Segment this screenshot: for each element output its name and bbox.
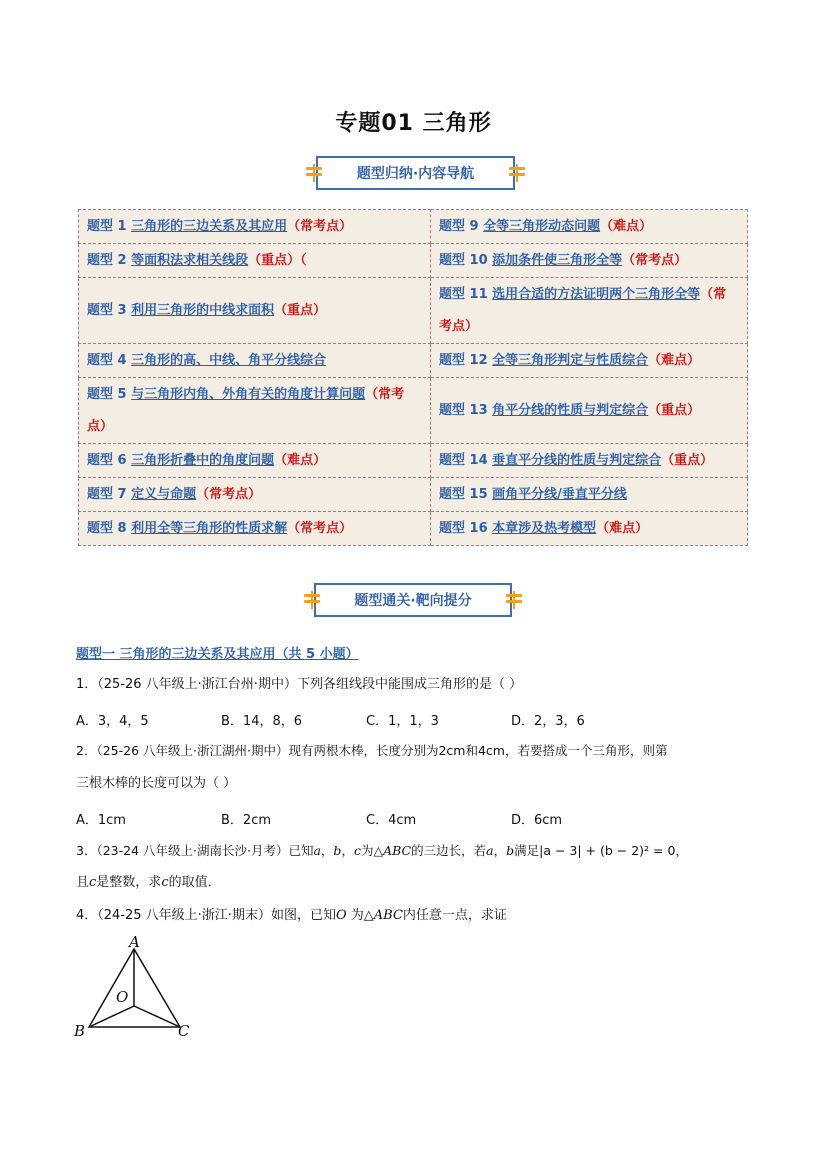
topic-label: 题型 7 — [87, 486, 132, 502]
q3-var-c: c — [161, 875, 169, 890]
topic-label: 题型 11 — [439, 286, 493, 302]
topic-link[interactable]: 利用三角形的中线求面积 — [131, 302, 275, 318]
topic-label: 题型 12 — [439, 352, 493, 368]
q3-text: 为△ — [360, 843, 384, 858]
topic-label: 题型 10 — [439, 252, 493, 268]
question-3-line-2 — [76, 874, 221, 892]
topic-link[interactable]: 三角形的三边关系及其应用 — [131, 218, 288, 234]
topic-tag: （重点） — [661, 452, 714, 468]
q3-sep: ， — [341, 843, 354, 858]
topic-tag: （常考点） — [439, 286, 727, 334]
q3-var-a: a — [313, 843, 321, 858]
topic-link[interactable]: 与三角形内角、外角有关的角度计算问题 — [131, 386, 366, 402]
topic-label: 题型 8 — [87, 520, 132, 536]
topic-label: 题型 2 — [87, 252, 132, 268]
banner-label: 题型归纳·内容导航 — [356, 166, 475, 182]
option-c: C．1，1，3 — [366, 714, 439, 729]
question-4 — [76, 907, 507, 925]
topic-link[interactable]: 本章涉及热考模型 — [492, 520, 597, 536]
topic-label: 题型 6 — [87, 452, 132, 468]
topic-link[interactable]: 全等三角形动态问题 — [483, 218, 601, 234]
topic-navigation-table — [78, 209, 748, 546]
topic-tag: （重点） — [648, 402, 701, 418]
q3-text: 是整数，求 — [96, 875, 162, 890]
q4-triangle: ABC — [373, 908, 403, 923]
question-3-line-1 — [76, 842, 688, 860]
option-d: D．6cm — [511, 813, 563, 828]
option-c: C．4cm — [366, 813, 417, 828]
topic-label: 题型 5 — [87, 386, 132, 402]
q4-text: 4．（24-25 八年级上·浙江·期末）如图，已知 — [76, 908, 336, 923]
q3-sep: ， — [493, 843, 507, 858]
topic-link[interactable]: 利用全等三角形的性质求解 — [131, 520, 288, 536]
topic-link[interactable]: 全等三角形判定与性质综合 — [492, 352, 649, 368]
topic-label: 题型 14 — [439, 452, 493, 468]
triangle-figure — [70, 932, 200, 1042]
option-a: A．3，4，5 — [76, 714, 149, 729]
q3-var-c: c — [353, 843, 361, 858]
topic-link[interactable]: 选用合适的方法证明两个三角形全等 — [492, 286, 701, 302]
topic-label: 题型 1 — [87, 218, 132, 234]
topic-label: 题型 4 — [87, 352, 132, 368]
question-2-options — [76, 809, 656, 828]
q3-text: 的三边长，若 — [411, 843, 487, 858]
topic-link[interactable]: 定义与命题 — [131, 486, 197, 502]
section-banner-navigation — [316, 156, 515, 190]
q3-text: 3．（23-24 八年级上·湖南长沙·月考）已知 — [76, 843, 314, 858]
banner-label: 题型通关·靶向提分 — [354, 593, 472, 609]
q3-equation: 满足|a − 3| + (b − 2)² = 0， — [514, 843, 688, 858]
section-heading[interactable]: 题型一 三角形的三边关系及其应用（共 5 小题） — [76, 647, 359, 662]
topic-link[interactable]: 角平分线的性质与判定综合 — [492, 402, 649, 418]
banner-deco-icon — [509, 164, 525, 182]
q3-var-c: c — [89, 875, 97, 890]
vertex-label-b: B — [74, 1022, 86, 1040]
option-d: D．2，3，6 — [511, 714, 585, 729]
question-1: 1．（25-26 八年级上·浙江台州·期中）下列各组线段中能围成三角形的是（ ） — [76, 677, 523, 692]
q3-var-a: a — [486, 843, 494, 858]
question-2-line-2: 三根木棒的长度可以为（ ） — [76, 776, 237, 791]
topic-tag: （难点） — [648, 352, 701, 368]
topic-tag: （常考点） — [287, 520, 353, 536]
q4-text: 内任意一点，求证 — [402, 908, 507, 923]
question-2-line-1: 2．（25-26 八年级上·浙江湖州·期中）现有两根木棒，长度分别为2cm和4cm，若要搭成一个三角形，则第 — [76, 743, 668, 758]
topic-link[interactable]: 画角平分线/垂直平分线 — [492, 486, 627, 502]
topic-tag: （难点） — [600, 218, 653, 234]
topic-link[interactable]: 三角形折叠中的角度问题 — [131, 452, 275, 468]
topic-tag: （难点） — [596, 520, 649, 536]
point-label-o: O — [116, 988, 129, 1006]
topic-tag: （重点） — [274, 302, 327, 318]
topic-link[interactable]: 三角形的高、中线、角平分线综合 — [131, 352, 327, 368]
topic-label: 题型 3 — [87, 302, 132, 318]
option-b: B．14，8，6 — [221, 714, 303, 729]
banner-deco-icon — [304, 591, 320, 609]
q3-text: 且 — [76, 875, 90, 890]
q3-sep: ， — [320, 843, 334, 858]
question-1-options — [76, 710, 656, 729]
topic-tag: （常考点） — [196, 486, 262, 502]
q3-text: 的取值． — [168, 875, 221, 890]
q3-var-b: b — [506, 843, 515, 858]
topic-tag: （重点）（ — [248, 252, 307, 268]
topic-tag: （常考点） — [287, 218, 353, 234]
q3-triangle: ABC — [383, 843, 412, 858]
topic-link[interactable]: 添加条件使三角形全等 — [492, 252, 623, 268]
topic-link[interactable]: 等面积法求相关线段 — [131, 252, 249, 268]
option-a: A．1cm — [76, 813, 126, 828]
q4-point-o: O — [335, 908, 347, 923]
q4-text: 为△ — [346, 908, 374, 923]
topic-tag: （难点） — [274, 452, 327, 468]
topic-label: 题型 9 — [439, 218, 484, 234]
option-b: B．2cm — [221, 813, 272, 828]
vertex-label-c: C — [178, 1022, 190, 1040]
topic-label: 题型 15 — [439, 486, 493, 502]
page-title: 专题01 三角形 — [335, 111, 492, 136]
q3-var-b: b — [333, 843, 342, 858]
banner-deco-icon — [306, 164, 322, 182]
topic-label: 题型 13 — [439, 402, 493, 418]
section-banner-practice — [314, 583, 512, 617]
banner-deco-icon — [506, 591, 522, 609]
topic-tag: （常考点） — [87, 386, 405, 434]
topic-link[interactable]: 垂直平分线的性质与判定综合 — [492, 452, 662, 468]
topic-label: 题型 16 — [439, 520, 493, 536]
vertex-label-a: A — [129, 933, 140, 951]
topic-tag: （常考点） — [622, 252, 688, 268]
